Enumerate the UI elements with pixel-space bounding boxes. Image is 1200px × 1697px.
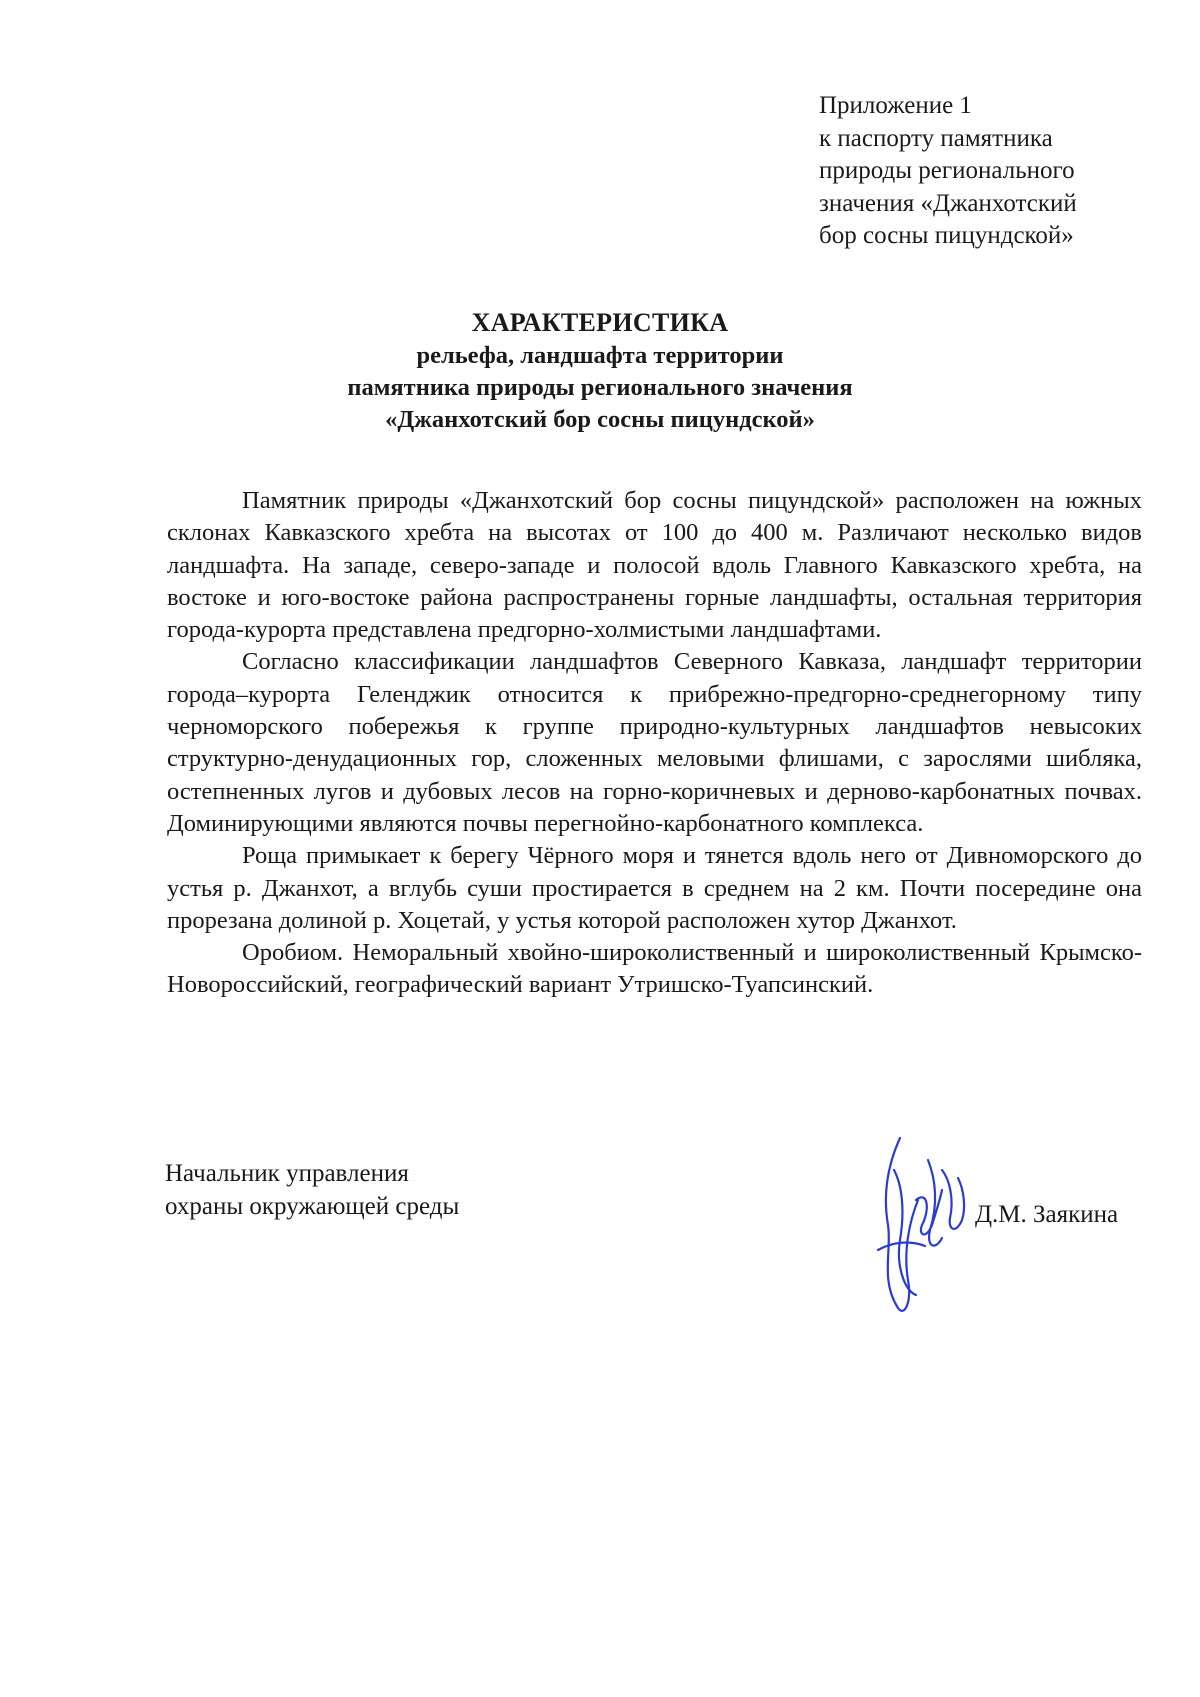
annex-note	[819, 90, 1159, 253]
body-paragraph: Согласно классификации ландшафтов Северного Кавказа, ландшафт территории города–курорта Геленджик относится к прибрежно-предгорно-среднегорному типу черноморского побережья к группе природно-культурных ландшафтов невысоких структурно-денудационных гор, сложенных меловыми флишами, с зарослями шибляка, остепненных лугов и дубовых лесов на горно-коричневых и дерново-карбонатных почвах. Доминирующими являются почвы перегнойно-карбонатного комплекса.	[167, 648, 1142, 837]
document-heading	[0, 306, 1200, 436]
body-paragraph: Роща примыкает к берегу Чёрного моря и тянется вдоль него от Дивноморского до устья р. Джанхот, а вглубь суши простирается в среднем на 2 км. Почти посередине она прорезана долиной р. Хоцетай, у устья которой расположен хутор Джанхот.	[167, 842, 1142, 934]
signer-position-line: Начальник управления	[165, 1160, 409, 1187]
document-title: ХАРАКТЕРИСТИКА	[471, 308, 729, 337]
annex-line: бор сосны пицундской»	[819, 222, 1074, 249]
annex-line: Приложение 1	[819, 92, 972, 119]
signer-position-line: охраны окружающей среды	[165, 1193, 460, 1220]
annex-line: значения «Джанхотский	[819, 189, 1077, 217]
annex-line: к паспорту памятника	[819, 124, 1053, 152]
annex-line: природы регионального	[819, 157, 1075, 184]
body-paragraph: Оробиом. Неморальный хвойно-широколиственный и широколиственный Крымско-Новороссийский, географический вариант Утришско-Туапсинский.	[167, 939, 1142, 999]
body-paragraph: Памятник природы «Джанхотский бор сосны пицундской» расположен на южных склонах Кавказского хребта на высотах от 100 до 400 м. Различают несколько видов ландшафта. На западе, северо-западе и полосой вдоль Главного Кавказского хребта, на востоке и юго-востоке района распространены горные ландшафты, остальная территория города-курорта представлена предгорно-холмистыми ландшафтами.	[167, 487, 1142, 644]
document-subtitle-line: памятника природы регионального значения	[347, 374, 853, 401]
document-body	[167, 485, 1142, 1002]
signer-position	[165, 1157, 459, 1223]
handwritten-signature	[870, 1130, 970, 1320]
document-subtitle-line: рельефа, ландшафта территории	[416, 342, 784, 369]
document-subtitle-line: «Джанхотский бор сосны пицундской»	[385, 406, 815, 433]
signer-name: Д.М. Заякина	[975, 1201, 1119, 1228]
